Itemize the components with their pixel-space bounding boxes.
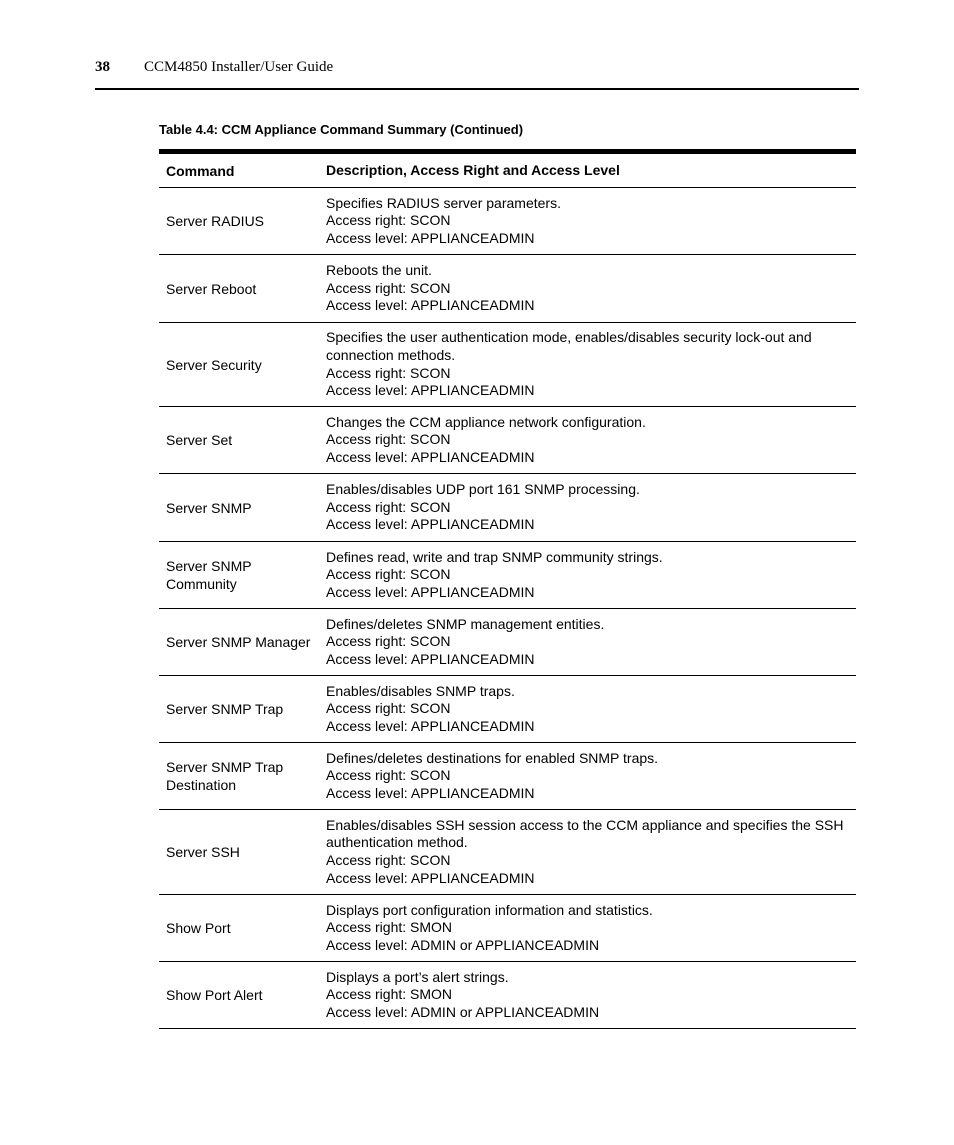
command-cell: Show Port [166, 920, 231, 936]
access-right: Access right: SCON [326, 212, 451, 229]
access-level: Access level: APPLIANCEADMIN [326, 297, 535, 314]
command-cell: Server SSH [166, 844, 240, 860]
table-row [159, 609, 856, 676]
description-cell [319, 542, 856, 608]
description-cell [319, 895, 856, 961]
access-level: Access level: APPLIANCEADMIN [326, 869, 535, 886]
description-text: Specifies the user authentication mode, enables/disables security lock-out and connection methods. [326, 329, 812, 363]
access-right: Access right: SCON [326, 700, 451, 717]
access-right: Access right: SCON [326, 364, 451, 381]
description-text: Enables/disables UDP port 161 SNMP processing. [326, 481, 640, 498]
access-right: Access right: SCON [326, 852, 451, 868]
table-row [159, 323, 856, 407]
table-row [159, 962, 856, 1029]
access-level: Access level: APPLIANCEADMIN [326, 448, 535, 465]
description-text: Defines/deletes destinations for enabled SNMP traps. [326, 749, 659, 766]
description-text: Displays port configuration information and statistics. [326, 901, 653, 918]
access-right: Access right: SMON [326, 919, 453, 936]
description-cell [319, 474, 856, 541]
description-cell [319, 188, 856, 254]
command-cell: Server Reboot [166, 280, 257, 297]
access-level: Access level: APPLIANCEADMIN [326, 717, 535, 734]
access-right: Access right: SCON [326, 767, 451, 784]
description-cell [319, 676, 856, 742]
access-right: Access right: SCON [326, 633, 451, 650]
table-header-row [159, 154, 856, 188]
description-cell [319, 255, 856, 322]
table-row [159, 810, 856, 895]
description-cell [319, 810, 856, 894]
access-right: Access right: SCON [326, 431, 451, 448]
description-text: Defines read, write and trap SNMP community strings. [326, 548, 663, 565]
description-cell [319, 743, 856, 809]
access-right: Access right: SCON [326, 498, 451, 515]
command-cell: Server Set [166, 432, 233, 448]
command-summary-table [159, 149, 856, 1029]
description-cell [319, 323, 856, 406]
command-cell: Show Port Alert [166, 987, 263, 1003]
page-number: 38 [95, 59, 110, 75]
column-header-command: Command [166, 162, 235, 179]
command-cell: Server SNMP [166, 499, 252, 516]
table-row [159, 474, 856, 542]
access-level: Access level: ADMIN or APPLIANCEADMIN [326, 1003, 600, 1020]
table-row [159, 255, 856, 323]
command-cell: Server SNMP Community [166, 558, 252, 592]
access-level: Access level: APPLIANCEADMIN [326, 784, 535, 801]
description-text: Enables/disables SNMP traps. [326, 682, 515, 699]
access-level: Access level: APPLIANCEADMIN [326, 229, 535, 246]
description-cell [319, 407, 856, 473]
table-row [159, 676, 856, 743]
description-text: Defines/deletes SNMP management entities. [326, 615, 605, 632]
table-row [159, 188, 856, 255]
description-text: Enables/disables SSH session access to the CCM appliance and specifies the SSH authentication method. [326, 816, 844, 851]
description-text: Reboots the unit. [326, 262, 432, 279]
command-cell: Server SNMP Trap Destination [166, 759, 284, 793]
description-text: Changes the CCM appliance network configuration. [326, 413, 646, 430]
command-cell: Server RADIUS [166, 213, 265, 229]
access-right: Access right: SMON [326, 986, 453, 1003]
page-header [95, 58, 859, 90]
access-level: Access level: ADMIN or APPLIANCEADMIN [326, 936, 600, 953]
table-row [159, 895, 856, 962]
command-cell: Server Security [166, 356, 262, 373]
description-text: Displays a port’s alert strings. [326, 968, 509, 985]
access-level: Access level: APPLIANCEADMIN [326, 516, 535, 533]
access-level: Access level: APPLIANCEADMIN [326, 583, 535, 600]
description-text: Specifies RADIUS server parameters. [326, 194, 561, 211]
column-header-description: Description, Access Right and Access Level [326, 161, 620, 178]
table-caption: Table 4.4: CCM Appliance Command Summary (Continued) [159, 122, 524, 137]
table-row [159, 542, 856, 609]
access-level: Access level: APPLIANCEADMIN [326, 650, 535, 667]
command-cell: Server SNMP Manager [166, 634, 311, 650]
description-cell [319, 962, 856, 1028]
access-level: Access level: APPLIANCEADMIN [326, 382, 535, 399]
description-cell [319, 609, 856, 675]
access-right: Access right: SCON [326, 566, 451, 583]
table-row [159, 407, 856, 474]
access-right: Access right: SCON [326, 279, 451, 296]
guide-title: CCM4850 Installer/User Guide [144, 59, 334, 75]
table-row [159, 743, 856, 810]
command-cell: Server SNMP Trap [166, 701, 284, 717]
